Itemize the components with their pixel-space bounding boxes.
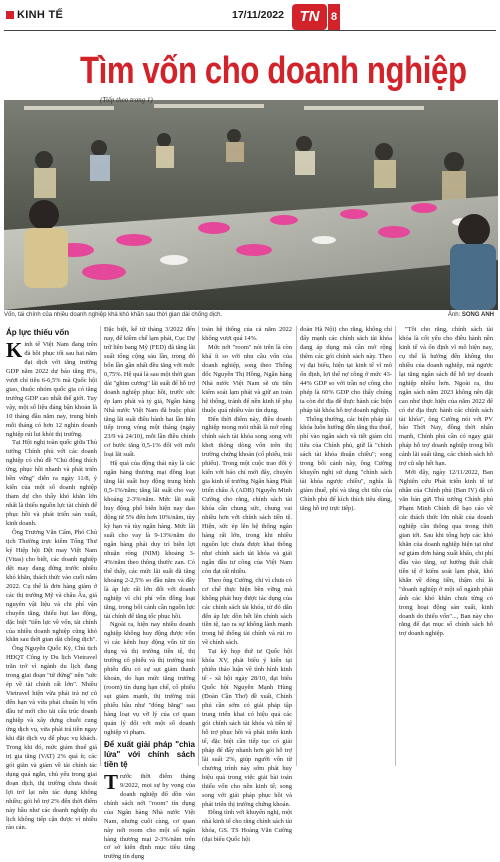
article-headline: Tìm vốn cho doanh nghiệp [80,50,467,92]
article-column-1 [6,326,97,833]
section-name: KINH TẾ [17,9,64,21]
paragraph: Theo ông Cường, chi vì chưa có cơ chế thực hiện bền vững mà không phát huy được tác dụng của các chính sách tài khóa, từ đó dẫn đến áp lực dồn hết lên chính sách tiền tệ, tạo ra sự không lành mạnh trong hệ thống tài chính và rủi ro về chính sách. [202,576,292,647]
page-number: 8 [328,4,340,30]
paragraph: Tại kỳ họp thứ tư Quốc hội khóa XV, phát biểu ý kiến tại phiên thảo luận về tình hình kinh tế - xã hội ngày 28/10, đại biểu Quốc hội Nguyễn Mạnh Hùng (Đoàn Cần Thơ) đề xuất, Chính phủ cần sớm có giải pháp tập trung triển khai có hiệu quả các gói chính sách tài khóa và tiền tệ hỗ trợ phục hồi và phát triển kinh tế, đặc biệt cần tiếp tục có giải pháp để đẩy nhanh hơn gói hỗ trợ lãi suất 2%, giúp người vốn từ chương trình này sớm phát huy hiệu quả trong việc giải bài toán thiếu vốn cho nền kinh tế; song song với giải pháp phục hồi và phát triển thị trường chứng khoán. [202,648,292,808]
paragraph: Mức nới "room" nói trên là còn khá ít so với nhu cầu vốn của doanh nghiệp, song theo Thống đốc Nguyễn Thị Hồng, Ngân hàng Nhà nước Việt Nam sẽ ưu tiên kiểm soát lạm phát và giữ an toàn hệ thống, tránh để nền kinh tế phụ thuộc quá nhiều vào tín dụng. [202,343,292,414]
paragraph: Tại Hội nghị toàn quốc giữa Thủ tướng Chính phủ với các doanh nghiệp có chủ đề "Chủ động thích ứng, phục hồi nhanh và phát triển bền vững" diễn ra ngày 11/8, ý kiến của một số doanh nghiệp tham dự cho thấy khó khăn lớn nhất là thiếu nguồn lực tài chính để phục hồi và phát triển sản xuất, kinh doanh. [6,439,97,528]
photo-credit [448,312,494,318]
paragraph: Ông Trương Văn Cẩm, Phó Chủ tịch Thường trực kiêm Tổng Thư ký Hiệp hội Dệt may Việt Nam (Vitas) cho biết, các doanh nghiệp dệt may đang đứng trước nhiều khó khăn, thách thức vào cuối năm 2022. Cụ thể là đơn hàng giảm ở các thị trường Mỹ và châu Âu, giá nguyên vật liệu và chi phí vận chuyển tăng, thiếu hụt lao động, đặc biệt "tiền lực về vốn, tài chính của nhiều doanh nghiệp cũng khó khăn sau thời gian dài chống dịch". [6,529,97,644]
paragraph [104,769,195,862]
section-bullet-icon [6,11,14,19]
photo-credit-name: SONG ANH [461,312,494,318]
section-label [6,9,63,21]
article-photo [4,100,498,310]
paragraph-text: inh tế Việt Nam đang trên đà hồi phục tốt sau hai năm đại dịch với tăng trưởng GDP năm 2022 dự báo tăng 8%, vượt chỉ tiêu 6-6,5% mà Quốc hội giao, thuộc nhóm quốc gia có tăng trưởng GDP cao nhất thế giới. Tuy vậy, một số liệu đáng bận khoản là 10 tháng đầu năm nay, trung bình mỗi tháng có hơn 12 nghìn doanh nghiệp rút lui khỏi thị trường. [6,341,97,438]
column-divider [296,326,297,766]
drop-cap: T [104,769,119,794]
paragraph: toàn hệ thống của cả năm 2022 không vượt quá 14%. [202,326,292,342]
column-divider [100,326,101,766]
paragraph: đoàn Hà Nội) cho rằng, không chỉ đẩy mạnh các chính sách tài khóa đang áp dụng mà cần mở rộng thêm các gói chính sách này. Theo vị đại biểu, hiện tại kinh tế vĩ mô ổn định, lợi thế nợ công ở mức 43-44% GDP so với trần nợ công cho phép là 60% GDP cho thấy chúng ta còn dư địa để thực hành các biện pháp tài khóa hỗ trợ doanh nghiệp. [300,326,392,414]
paragraph: Đặc biệt, kể từ tháng 3/2022 đến nay, để kiềm chế lạm phát, Cục Dự trữ liên bang Mỹ (FED) đã tăng lãi suất tổng cộng sáu lần, trong đó bốn lần gần nhất đều tăng với mức 0,75%. Hệ quả là sau một thời gian dài "ghim cương" lãi suất để hỗ trợ doanh nghiệp phục hồi, trước sức ép lạm phát và tỷ giá, Ngân hàng Nhà nước Việt Nam đã buộc phải tăng lãi suất điều hành hai lần liên tiếp trong vòng một tháng (ngày 23/9 và 24/10), mỗi lần điều chỉnh cơ bước tăng 0,5-1% đối với mỗi loại lãi suất. [104,326,195,459]
subheading-capital-shortage: Áp lực thiếu vốn [6,328,70,337]
column-divider [395,326,396,766]
column-divider [198,326,199,766]
article-column-2 [104,326,195,862]
photo-credit-label: Ảnh: [447,312,461,318]
paragraph: Ngoài ra, hiện nay nhiều doanh nghiệp không huy động được vốn vì các kênh huy động vốn từ tín dụng và thị trường tiền tệ, thị trường cổ phiếu và thị trường trái phiếu đều có sự sụt giảm thanh khoản, do hạn mức tăng trưởng (room) tín dụng hạn chế, cổ phiếu sụt giảm mạnh, thị trường trái phiếu hầu như "đóng băng" sau hàng loạt vụ vỡ lý của cơ quan quản lý đối với một số doanh nghiệp vi phạm. [104,621,195,736]
paragraph-text: rước thời điểm tháng 9/2022, mọi sự hy vọng của doanh nghiệp đổ dồn vào chính sách nới "room" tín dụng của Ngân hàng Nhà nước Việt Nam, nhưng cuối cùng, cơ quan này nới room cho một số ngân hàng thương mại 2-3%/năm trên cơ sở kiên định mục tiêu tăng trưởng tín dụng [104,772,195,861]
paragraph: Thống thường, các biện pháp tài khóa luôn hướng đến tăng thu thuế, phí vào ngân sách và tiết giảm chi tiêu của Chính phủ, giữ là "chính sách tài khóa thuận chiều"; song trong bối cảnh này, ông Cường khuyến nghị sử dụng "chính sách tài khóa ngược chiều", nghĩa là giảm thuế, phí và tăng chi tiêu của Chính phủ để kích thích tiêu dùng, tăng hỗ trợ trực tiếp). [300,415,392,513]
paragraph: "Tôi cho rằng, chính sách tài khóa là cốt yếu cho điều hành nền kinh tế và ổn định vĩ mô hiện nay, cụ thể là hướng đến không thu nhiều của doanh nghiệp, mà ngược lại tăng ngân sách để hỗ trợ doanh nghiệp nhiều hơn. Ngoài ra, thu ngân sách năm 2023 không nên đặt cao như thực hiện của năm 2022 để có dư địa thực hành các chính sách tài khóa", ông Cường nói với PV báo Thời Nay, đồng thời nhấn mạnh, Chính phủ cần có ngay giải pháp hỗ trợ doanh nghiệp trong bối cảnh lãi suất tăng, các chính sách hỗ trợ cũ sắp hết hạn. [399,326,493,468]
article-column-4 [300,326,392,514]
drop-cap: K [6,338,23,362]
subheading-policy-proposal: Để xuất giải pháp "chìa lửa" với chính sách tiền tệ [104,739,195,769]
paragraph: Ông Nguyễn Quốc Kỳ, Chủ tịch HĐQT Công ty Du lịch Vietravel trăn trở vì ngành du lịch đang trong giai đoạn "tử đứng" nên "sức ép về tài chính rất lớn". Nhiều Vietravel hiện vừa phải trả nợ cũ đến hạn và vừa phải chuẩn bị vốn đầu tư mới cho tái cấu trúc doanh nghiệp và xây dựng chuỗi cung ứng dịch vụ, vừa phải trả tiền ngay khi đặt dịch vụ để phục vụ khách. Trong khi đó, mức giảm thuế giá trị gia tăng (VAT) 2% quá ít; các gói giãn và giảm về tài chính tác dụng quá ngắn, chủ yếu trong giai đoạn dịch, thị trường chưa thoát lợi trở lại nên tác dụng không nhiều; gói hỗ trợ 2% đến thời điểm này hầu như các doanh nghiệp du lịch không tiếp cận được vì nhiều rào cản. [6,645,97,832]
page-header [0,0,500,34]
paragraph: Đồng tình với khuyến nghị, một nhà kinh tế cho rằng chính sách tài khóa, GS. TS Hoàng Văn Cường (đại biểu Quốc hội [202,809,292,844]
article-column-3 [202,326,292,845]
paragraph: Mới đây, ngày 12/11/2022, Ban Nghiên cứu Phát triển kinh tế tư nhân của Chính phủ (Ban IV) đã có văn bản gửi Thủ tướng Chính phủ Phạm Minh Chính đề bạo cáo về các thách thức lớn nhất của doanh nghiệp cần thông qua trong thời gian tới. Sau khi tổng hợp các khó khăn của doanh nghiệp hiện tại như sự giảm đơn hàng xuất khẩu, chi phí đầu vào tăng, sự hướng thất chất tiền tệ ở kiểm soát lạm phát, khó khăn về dòng tiền, thậm chí là "doanh nghiệp ở một số ngành phải ánh các khó khăn chưa từng có trong hoạt động sản xuất, kinh doanh do thiếu vốn"..., Ban này cho rằng để đạt mục số chính sách hỗ trợ doanh nghiệp. [399,469,493,638]
paragraph: Đến thời điểm này, điều doanh nghiệp mong mỏi nhất là mở rộng chính sách tài khóa song song với khơi thông dòng vốn trên thị trường chứng khoán (cổ phiếu, trái phiếu). Trong một cuộc trao đổi ý kiến với báo chí mới đây, chuyên gia kinh tế trưởng Ngân hàng Phát triển châu Á (ADB) Nguyễn Minh Cường cho rằng, chính sách tài khóa cần chung sức, chung vai nhiều hơn với chính sách tiền tệ. Hiện, sức ép lên hệ thống ngân hàng rất lớn, trong khi nhiều nguồn lực chưa được khai thông như chính sách tài khóa và giải ngân đầu tư công của Việt Nam còn đạt rất nhiều. [202,415,292,575]
article-column-5 [399,326,493,639]
photo-caption: Vốn, tài chính của nhiều doanh nghiệp khá khó khăn sau thời gian dài chống dịch. [4,312,223,318]
continued-note: (Tiếp theo trang 1) [100,96,153,104]
paragraph [6,338,97,439]
issue-date: 17/11/2022 [232,9,284,21]
newspaper-logo: TN [292,4,327,30]
factory-workers-photo [4,100,498,310]
paragraph: Hệ quả của động thái này là các ngân hàng thương mại đồng loạt tăng lãi suất huy động trung bình 0,5-1%/năm; tăng lãi suất cho vay khoảng 2-3%/năm. Mức lãi suất huy động phổ biến hiện nay dao động từ 5% đến hơn 10%/năm, tùy kỳ hạn và tùy ngân hàng. Mức lãi suất cho vay là 9-13%/năm do ngân hàng phải duy trì biên lợi nhuận ròng (NIM) khoảng 3-4%/năm theo thông thước zan. Có thể thấy, các mức lãi suất đã tăng khoảng 2-2,5% so đầu năm và đây là áp lực rất lớn đối với doanh nghiệp vì chi phí vốn đồng loạt tăng, trong bối cảnh cần nguồn lực tài chính để tăng tốc phục hồi. [104,460,195,620]
header-divider [4,30,496,31]
